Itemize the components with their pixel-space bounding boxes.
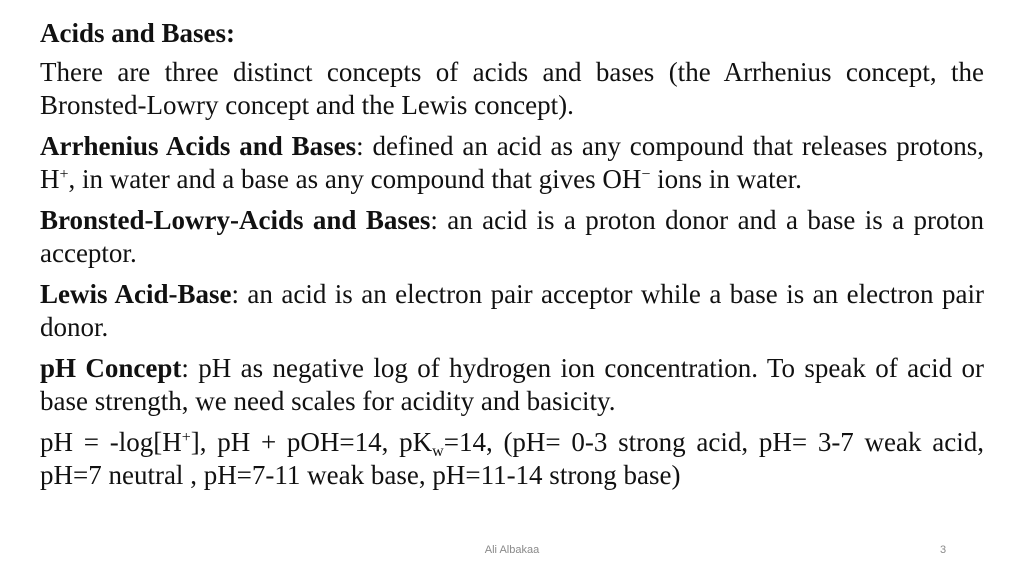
bronsted-text: : an acid is a proton donor and a base is a proton acceptor. xyxy=(40,205,984,268)
ph-formula-part2: ], pH + pOH=14, pK xyxy=(190,427,433,457)
ph-concept-text: : pH as negative log of hydrogen ion concentration. To speak of acid or base strength, we need scales for acidity and basicity. xyxy=(40,353,984,416)
lewis-paragraph xyxy=(40,278,984,344)
footer-author: Ali Albakaa xyxy=(484,544,540,556)
ph-concept-term: pH Concept xyxy=(40,353,182,383)
slide-content xyxy=(40,14,984,500)
slide-title: Acids and Bases: xyxy=(40,18,236,48)
page-number: 3 xyxy=(940,544,947,556)
bronsted-term: Bronsted-Lowry-Acids and Bases xyxy=(40,205,431,235)
arrhenius-paragraph xyxy=(40,130,984,196)
ph-formula-part3: =14, (pH= 0-3 strong acid, pH= 3-7 weak acid, pH=7 neutral , pH=7-11 weak base, pH=11-14 strong base) xyxy=(40,427,984,490)
arrhenius-term: Arrhenius Acids and Bases xyxy=(40,131,357,161)
ph-formula-paragraph xyxy=(40,426,984,492)
bronsted-paragraph xyxy=(40,204,984,270)
ph-concept-paragraph xyxy=(40,352,984,418)
intro-paragraph xyxy=(40,56,984,122)
intro-text: There are three distinct concepts of acids and bases (the Arrhenius concept, the Bronsted-Lowry concept and the Lewis concept). xyxy=(40,57,984,120)
hydroxide-charge-superscript: − xyxy=(641,166,651,183)
lewis-term: Lewis Acid-Base xyxy=(40,279,232,309)
arrhenius-text-c: ions in water. xyxy=(650,164,802,194)
proton-charge-superscript: + xyxy=(59,166,69,183)
arrhenius-text-b: , in water and a base as any compound that gives OH xyxy=(68,164,642,194)
kw-subscript: w xyxy=(432,443,444,460)
lewis-text: : an acid is an electron pair acceptor while a base is an electron pair donor. xyxy=(40,279,984,342)
ph-formula-plus-superscript: + xyxy=(181,429,191,446)
arrhenius-text-a: : defined an acid as any compound that releases protons, H xyxy=(40,131,984,194)
ph-formula-part1: pH = -log[H xyxy=(40,427,182,457)
